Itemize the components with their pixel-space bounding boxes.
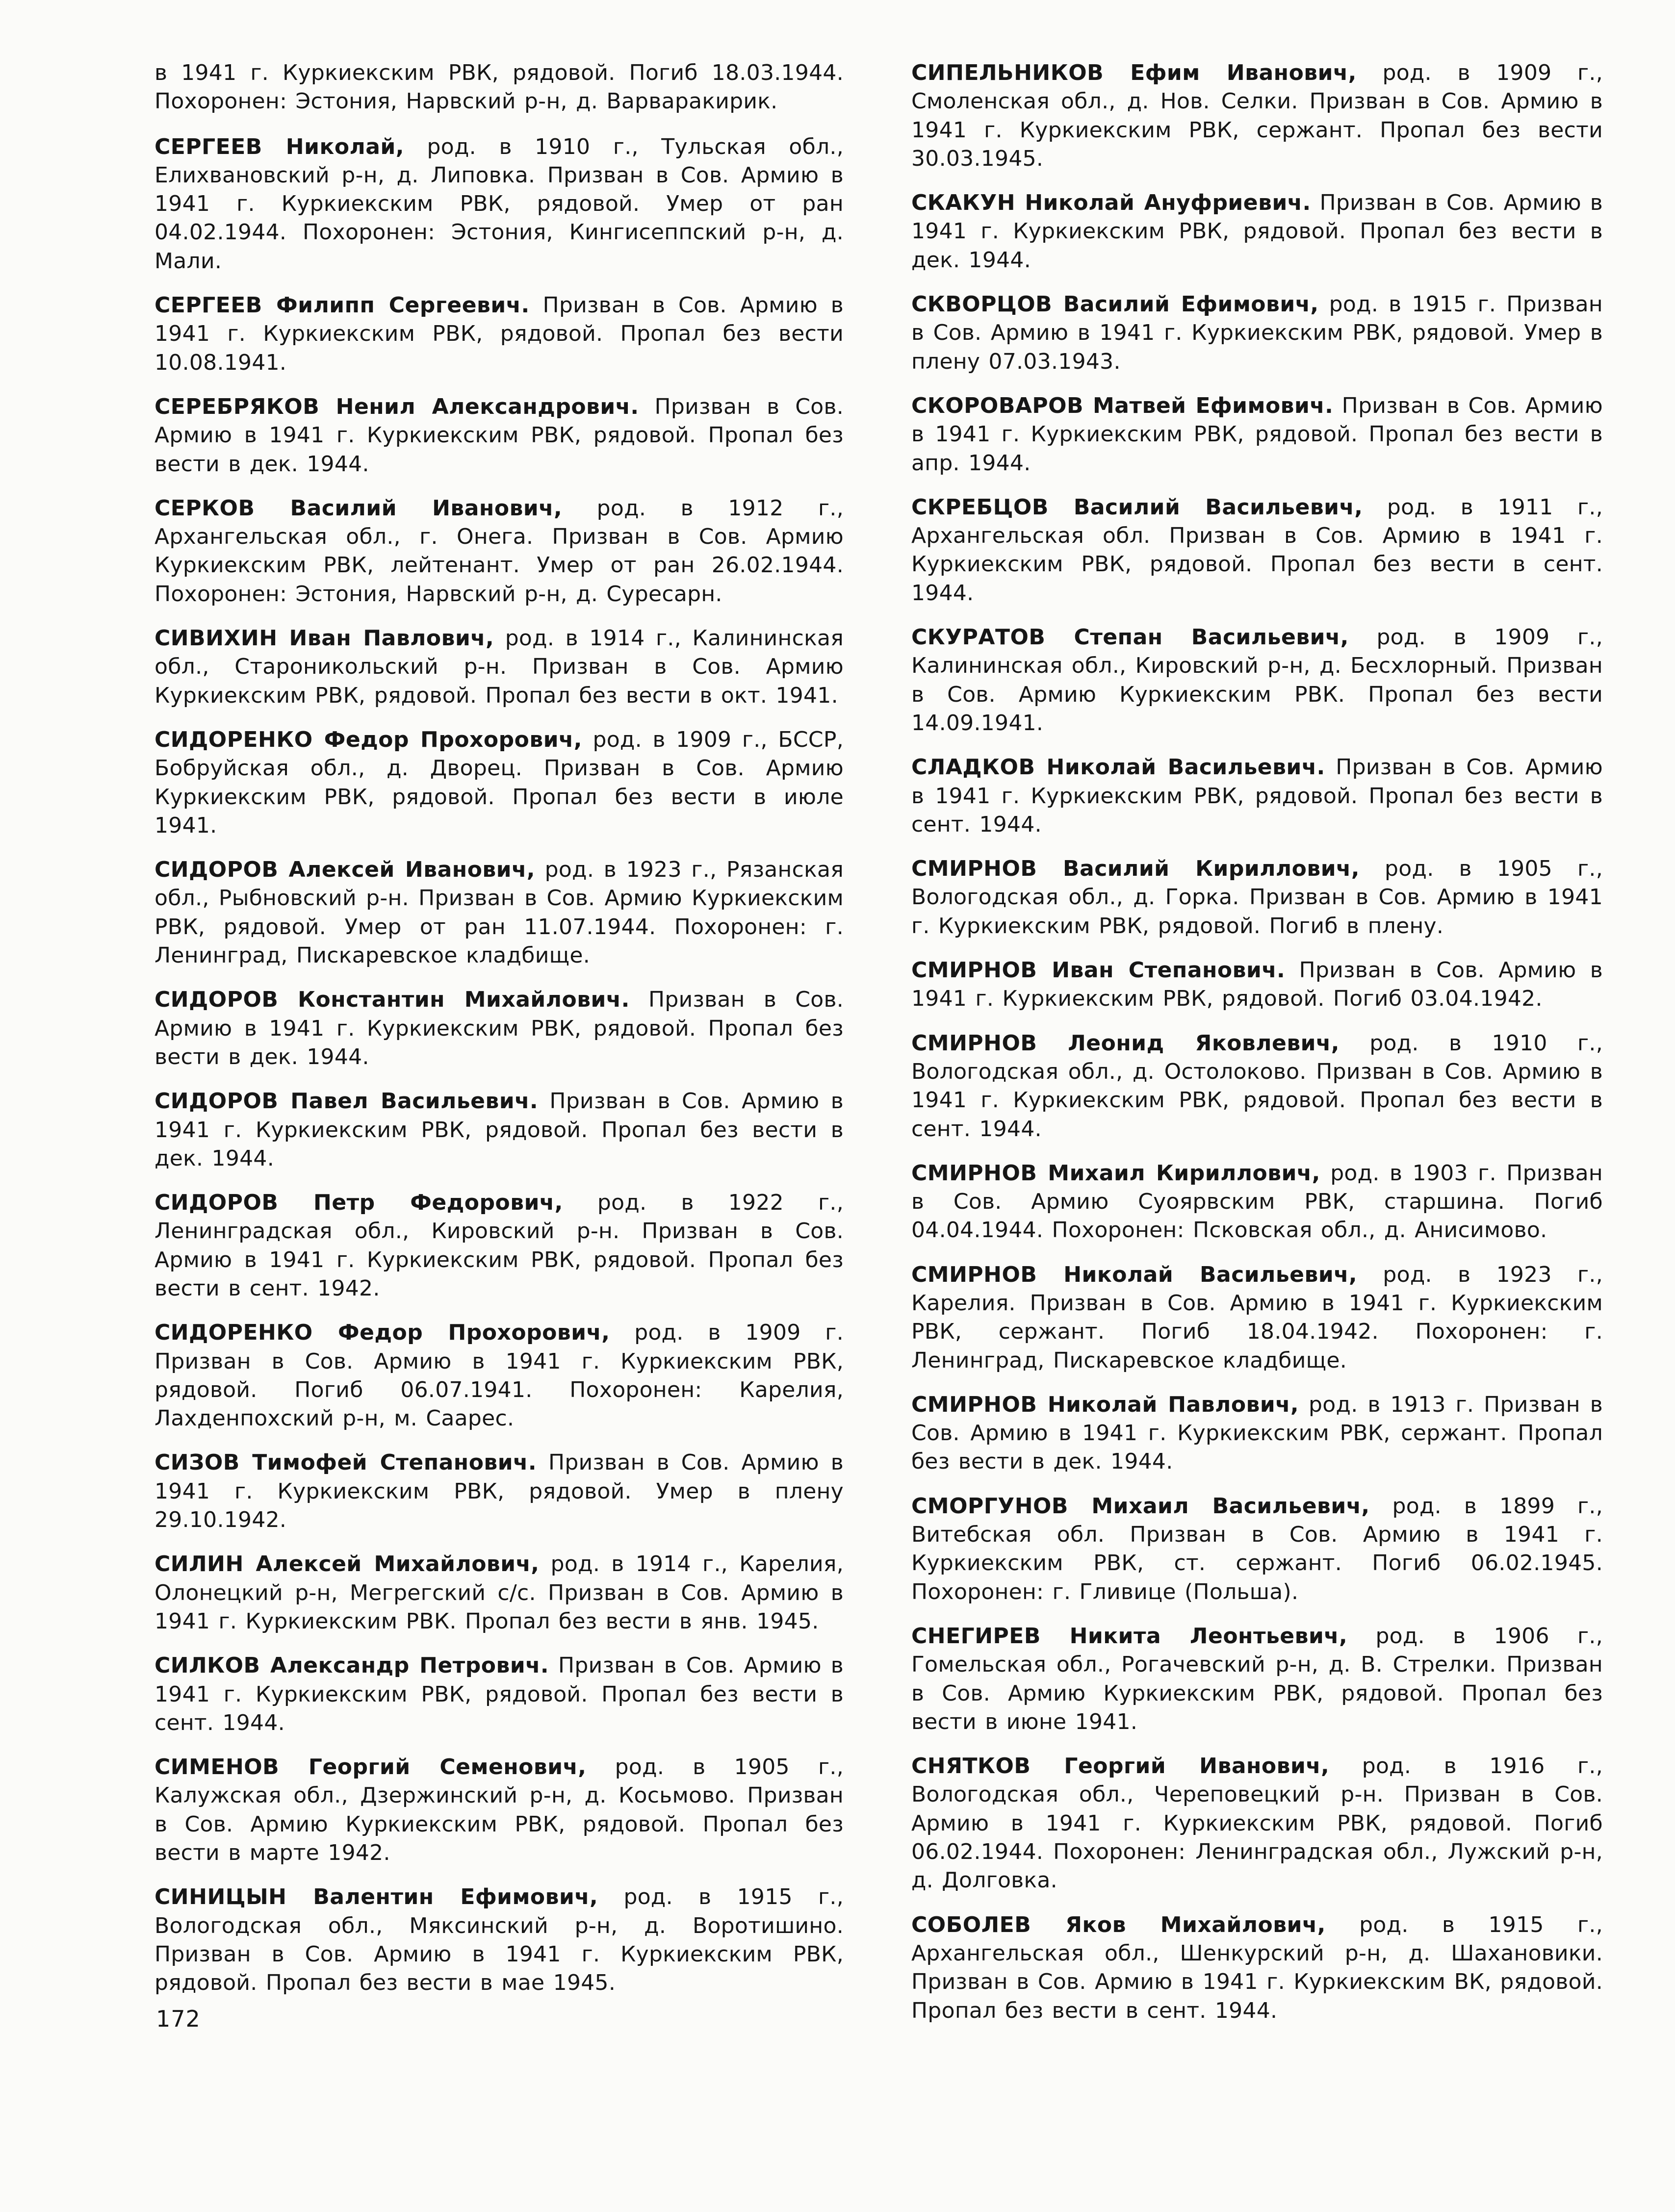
entry — [155, 1883, 844, 1997]
entry-text: Призван в Сов. Армию в 1941 г. Куркиекским РВК, рядовой. Пропал без вести в дек. 1944. — [155, 394, 844, 477]
entry-name: СИМЕНОВ Георгий Семенович, — [155, 1754, 587, 1780]
entry-name: СЛАДКОВ Николай Васильевич. — [911, 755, 1325, 780]
entry — [911, 1622, 1603, 1736]
entry-name: СЕРГЕЕВ Филипп Сергеевич. — [155, 293, 530, 318]
entry-name: СМИРНОВ Василий Кириллович, — [911, 856, 1360, 882]
entry-name: СИВИХИН Иван Павлович, — [155, 626, 494, 651]
entry — [911, 59, 1603, 173]
entry — [911, 1752, 1603, 1895]
entry-text: Призван в Сов. Армию в 1941 г. Куркиекским РВК, рядовой. Пропал без вести в апр. 1944. — [911, 393, 1603, 476]
entry-text: род. в 1909 г., БССР, Бобруйская обл., д. Дворец. Призван в Сов. Армию Куркиекским РВК, рядовой. Пропал без вести в июле 1941. — [155, 727, 844, 838]
entry-name: СМИРНОВ Николай Павлович, — [911, 1392, 1299, 1417]
entry-name: СИДОРОВ Петр Федорович, — [155, 1190, 563, 1216]
entry-name: СКОРОВАРОВ Матвей Ефимович. — [911, 393, 1334, 418]
entry-text: род. в 1910 г., Вологодская обл., д. Остолоково. Призван в Сов. Армию в 1941 г. Куркиекским РВК, рядовой. Пропал без вести в сент. 1944. — [911, 1030, 1603, 1142]
entry — [155, 133, 844, 276]
entry-text: род. в 1915 г., Архангельская обл., Шенкурский р-н, д. Шахановики. Призван в Сов. Армию в 1941 г. Куркиекским ВК, рядовой. Пропал без вести в сент. 1944. — [911, 1912, 1603, 2023]
entry-text: Призван в Сов. Армию в 1941 г. Куркиекским РВК, рядовой. Погиб 03.04.1942. — [911, 958, 1603, 1012]
left-column — [155, 59, 844, 2013]
entry-name: СИЛИН Алексей Михайлович, — [155, 1551, 540, 1577]
entry-name: СЕРЕБРЯКОВ Ненил Александрович. — [155, 394, 639, 419]
entry-name: СКАКУН Николай Ануфриевич. — [911, 190, 1311, 216]
entry-text: Призван в Сов. Армию в 1941 г. Куркиекским РВК, рядовой. Пропал без вести в сент. 1944. — [155, 1653, 844, 1735]
entry — [155, 856, 844, 970]
entry-text: род. в 1914 г., Калининская обл., Староникольский р-н. Призван в Сов. Армию Куркиекским РВК, рядовой. Пропал без вести в окт. 1941. — [155, 626, 844, 708]
entry-text: род. в 1923 г., Карелия. Призван в Сов. Армию в 1941 г. Куркиекским РВК, сержант. Погиб 18.04.1942. Похоронен: г. Ленинград, Пискаревское кладбище. — [911, 1262, 1603, 1373]
entry — [155, 1189, 844, 1303]
entry-text: Призван в Сов. Армию в 1941 г. Куркиекским РВК, рядовой. Пропал без вести в дек. 1944. — [911, 190, 1603, 273]
entry — [911, 753, 1603, 839]
entry-name: СИЛКОВ Александр Петрович. — [155, 1653, 549, 1678]
page-number: 172 — [156, 2006, 201, 2032]
entry — [911, 392, 1603, 478]
entry-text: род. в 1912 г., Архангельская обл., г. Онега. Призван в Сов. Армию Куркиекским РВК, лейтенант. Умер от ран 26.02.1944. Похоронен: Эстония, Нарвский р-н, д. Суресарн. — [155, 495, 844, 607]
entry-text: род. в 1923 г., Рязанская обл., Рыбновский р-н. Призван в Сов. Армию Куркиекским РВК, рядовой. Умер от ран 11.07.1944. Похоронен: г. Ленинград, Пискаревское кладбище. — [155, 857, 844, 968]
entry — [911, 1261, 1603, 1375]
entry-text: род. в 1905 г., Калужская обл., Дзержинский р-н, д. Косьмово. Призван в Сов. Армию Куркиекским РВК, рядовой. Пропал без вести в марте 1942. — [155, 1754, 844, 1866]
entry — [155, 1449, 844, 1534]
entry — [155, 1319, 844, 1433]
entry-name: СИПЕЛЬНИКОВ Ефим Иванович, — [911, 60, 1357, 85]
entry-name: СИЗОВ Тимофей Степанович. — [155, 1450, 537, 1475]
entry — [155, 59, 844, 116]
entry-text: род. в 1909 г., Смоленская обл., д. Нов. Селки. Призван в Сов. Армию в 1941 г. Куркиекским РВК, сержант. Пропал без вести 30.03.1945. — [911, 60, 1603, 171]
entry-text: в 1941 г. Куркиекским РВК, рядовой. Погиб 18.03.1944. Похоронен: Эстония, Нарвский р-н, д. Варваракирик. — [155, 60, 844, 114]
entry-text: род. в 1906 г., Гомельская обл., Рогачевский р-н, д. В. Стрелки. Призван в Сов. Армию Куркиекским РВК, рядовой. Пропал без вести в июне 1941. — [911, 1623, 1603, 1734]
entry — [155, 1652, 844, 1737]
entry — [911, 1492, 1603, 1606]
entry — [911, 1911, 1603, 2025]
entry — [155, 1753, 844, 1867]
entry-text: род. в 1911 г., Архангельская обл. Призван в Сов. Армию в 1941 г. Куркиекским РВК, рядовой. Пропал без вести в сент. 1944. — [911, 494, 1603, 606]
entry-name: СНЯТКОВ Георгий Иванович, — [911, 1754, 1330, 1779]
entry-text: род. в 1914 г., Карелия, Олонецкий р-н, Мегрегский с/с. Призван в Сов. Армию в 1941 г. Куркиекским РВК. Пропал без вести в янв. 1945. — [155, 1551, 844, 1634]
entry-text: род. в 1909 г. Призван в Сов. Армию в 1941 г. Куркиекским РВК, рядовой. Погиб 06.07.1941. Похоронен: Карелия, Лахденпохский р-н, м. Саарес. — [155, 1320, 844, 1431]
entry-name: СЕРГЕЕВ Николай, — [155, 134, 405, 159]
entry-name: СИДОРОВ Павел Васильевич. — [155, 1089, 539, 1114]
entry-name: СМОРГУНОВ Михаил Васильевич, — [911, 1493, 1370, 1519]
entry — [155, 291, 844, 377]
entry-text: род. в 1910 г., Тульская обл., Елихвановский р-н, д. Липовка. Призван в Сов. Армию в 1941 г. Куркиекским РВК, рядовой. Умер от ран 04.02.1944. Похоронен: Эстония, Кингисеппский р-н, д. Мали. — [155, 134, 844, 274]
entry — [911, 493, 1603, 608]
entry — [155, 393, 844, 479]
entry-text: Призван в Сов. Армию в 1941 г. Куркиекским РВК, рядовой. Умер в плену 29.10.1942. — [155, 1450, 844, 1533]
entry-name: СМИРНОВ Леонид Яковлевич, — [911, 1030, 1340, 1056]
entry-name: СМИРНОВ Михаил Кириллович, — [911, 1160, 1320, 1186]
entry — [911, 189, 1603, 275]
entry-name: СКУРАТОВ Степан Васильевич, — [911, 625, 1349, 650]
entry — [911, 956, 1603, 1014]
entry-text: род. в 1915 г., Вологодская обл., Мяксинский р-н, д. Воротишино. Призван в Сов. Армию в 1941 г. Куркиекским РВК, рядовой. Пропал без вести в мае 1945. — [155, 1884, 844, 1996]
entry — [155, 986, 844, 1071]
entry — [911, 855, 1603, 941]
entry-name: СОБОЛЕВ Яков Михайлович, — [911, 1912, 1326, 1937]
entry — [911, 290, 1603, 376]
entry-name: СНЕГИРЕВ Никита Леонтьевич, — [911, 1623, 1348, 1649]
right-column — [911, 59, 1603, 2041]
entry-name: СКВОРЦОВ Василий Ефимович, — [911, 292, 1319, 317]
entry — [155, 1087, 844, 1173]
entry — [155, 624, 844, 710]
entry-name: СИДОРЕНКО Федор Прохорович, — [155, 1320, 610, 1346]
entry-text: Призван в Сов. Армию в 1941 г. Куркиекским РВК, рядовой. Пропал без вести в дек. 1944. — [155, 987, 844, 1069]
entry-name: СМИРНОВ Николай Васильевич, — [911, 1262, 1358, 1287]
entry — [155, 1550, 844, 1636]
entry-name: СИНИЦЫН Валентин Ефимович, — [155, 1884, 598, 1910]
entry-name: СИДОРЕНКО Федор Прохорович, — [155, 727, 582, 752]
entry — [911, 1391, 1603, 1476]
entry-text: род. в 1913 г. Призван в Сов. Армию в 1941 г. Куркиекским РВК, сержант. Пропал без вести в дек. 1944. — [911, 1392, 1603, 1475]
entry-text: Призван в Сов. Армию в 1941 г. Куркиекским РВК, рядовой. Пропал без вести 10.08.1941. — [155, 293, 844, 375]
entry-text: род. в 1922 г., Ленинградская обл., Кировский р-н. Призван в Сов. Армию в 1941 г. Куркиекским РВК, рядовой. Пропал без вести в сент. 1942. — [155, 1190, 844, 1301]
entry-name: СМИРНОВ Иван Степанович. — [911, 958, 1286, 983]
entry — [911, 1029, 1603, 1144]
entry — [155, 726, 844, 840]
entry-name: СЕРКОВ Василий Иванович, — [155, 495, 563, 521]
entry-text: род. в 1915 г. Призван в Сов. Армию в 1941 г. Куркиекским РВК, рядовой. Умер в плену 07.03.1943. — [911, 292, 1603, 374]
entry-name: СИДОРОВ Алексей Иванович, — [155, 857, 536, 883]
entry-text: род. в 1899 г., Витебская обл. Призван в Сов. Армию в 1941 г. Куркиекским РВК, ст. сержант. Погиб 06.02.1945. Похоронен: г. Гливице (Польша). — [911, 1493, 1603, 1604]
entry — [911, 1159, 1603, 1245]
entry-text: род. в 1903 г. Призван в Сов. Армию Суоярвским РВК, старшина. Погиб 04.04.1944. Похоронен: Псковская обл., д. Анисимово. — [911, 1160, 1603, 1243]
entry-text: род. в 1905 г., Вологодская обл., д. Горка. Призван в Сов. Армию в 1941 г. Куркиекским РВК, рядовой. Погиб в плену. — [911, 856, 1603, 939]
entry-name: СИДОРОВ Константин Михайлович. — [155, 987, 630, 1013]
entry-text: Призван в Сов. Армию в 1941 г. Куркиекским РВК, рядовой. Пропал без вести в дек. 1944. — [155, 1089, 844, 1171]
entry — [155, 494, 844, 609]
entry-text: Призван в Сов. Армию в 1941 г. Куркиекским РВК, рядовой. Пропал без вести в сент. 1944. — [911, 755, 1603, 837]
entry — [911, 623, 1603, 737]
entry-text: род. в 1909 г., Калининская обл., Кировский р-н, д. Бесхлорный. Призван в Сов. Армию Куркиекским РВК. Пропал без вести 14.09.1941. — [911, 625, 1603, 736]
entry-name: СКРЕБЦОВ Василий Васильевич, — [911, 494, 1363, 520]
entry-text: род. в 1916 г., Вологодская обл., Череповецкий р-н. Призван в Сов. Армию в 1941 г. Куркиекским РВК, рядовой. Погиб 06.02.1944. Похоронен: Ленинградская обл., Лужский р-н, д. Долговка. — [911, 1754, 1603, 1893]
